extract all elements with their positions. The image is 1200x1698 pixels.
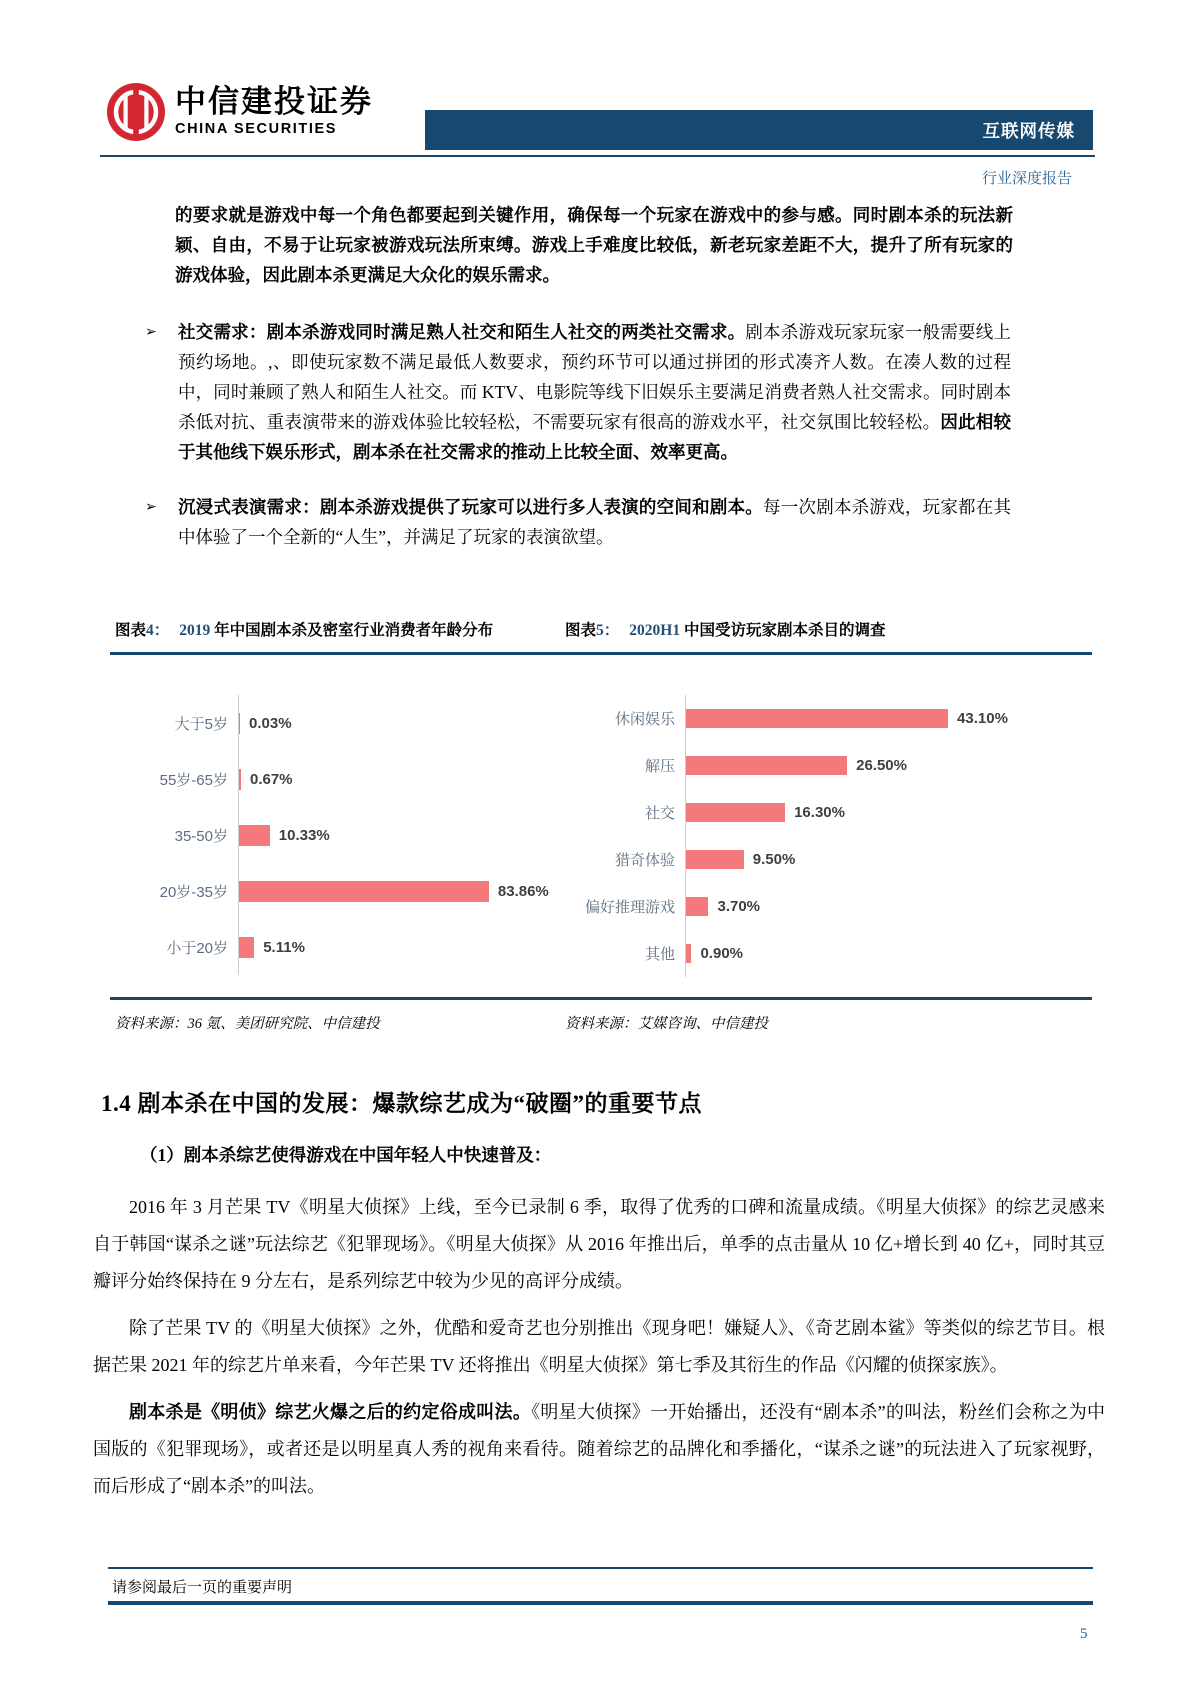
body-paragraph-1 [93,1189,1105,1300]
value-label: 0.90% [700,945,744,962]
source-notes [110,1012,1092,1038]
category-label: 解压 [644,758,675,775]
category-label: 偏好推理游戏 [584,899,675,916]
paragraph-body: 《明星大侦探》一开始播出，还没有“剧本杀”的叫法，粉丝们会称之为中国版的《犯罪现场》，或者还是以明星真人秀的视角来看待。随着综艺的品牌化和季播化，“谋杀之谜”的玩法进入了玩家视野，而后形成了“剧本杀”的叫法。 [93,1402,1105,1496]
company-name-en: CHINA SECURITIES [175,121,338,137]
body-paragraph-3 [93,1394,1105,1505]
chart-age-distribution [110,655,557,989]
source-note-left: 资料来源：36 氪、美团研究院、中信建投 [115,1016,380,1032]
chart-age-distribution-rows [110,655,557,987]
report-type-label: 行业深度报告 [982,171,1073,187]
header-divider [100,155,1095,157]
bar [239,769,241,790]
arrow-bullet-icon: ➢ [145,325,157,340]
figure5-title [565,618,885,640]
category-label: 休闲娱乐 [614,711,675,728]
category-label: 20岁-35岁 [159,883,228,901]
chart-bar-row [557,789,1092,836]
paragraph-lead: 剧本杀是《明侦》综艺火爆之后的约定俗成叫法。 [129,1402,532,1422]
bar [239,881,489,902]
chart-bar-row [110,751,557,807]
bar [686,756,847,775]
arrow-bullet-icon: ➢ [145,500,157,515]
bullet-item-social [145,317,1011,467]
value-label: 10.33% [278,826,330,844]
bar [686,850,744,869]
bar [239,937,254,958]
value-label: 16.30% [794,804,845,821]
bar-area [238,919,557,975]
bar-area [238,751,557,807]
figure4-label: 图表 [115,622,147,639]
category-label: 其他 [644,946,675,963]
figure-block [110,616,1092,1038]
industry-banner: 互联网传媒 [425,110,1093,150]
value-label: 3.70% [717,898,761,915]
source-note-right: 资料来源：艾媒咨询、中信建投 [565,1016,768,1032]
intro-paragraph: 的要求就是游戏中每一个角色都要起到关键作用，确保每一个玩家在游戏中的参与感。同时剧本杀的玩法新颖、自由，不易于让玩家被游戏玩法所束缚。游戏上手难度比较低，新老玩家差距不大，提升了所有玩家的游戏体验，因此剧本杀更满足大众化的娱乐需求。 [175,205,1013,285]
bar-area [685,742,1092,789]
bullet-item-immersive [145,492,1011,552]
figure5-title-text: 中国受访玩家剧本杀目的调查 [680,622,886,639]
figure-bottom-divider [110,997,1092,1000]
figure-titles [110,616,1092,652]
figure4-number: 4： [146,622,170,639]
bar-area [238,807,557,863]
bullet-lead: 社交需求：剧本杀游戏同时满足熟人社交和陌生人社交的两类社交需求。 [178,322,746,342]
category-label: 55岁-65岁 [159,771,228,789]
chart-bar-row [557,836,1092,883]
charts-row [110,655,1092,989]
value-label: 43.10% [957,710,1008,727]
bullet-list [145,317,1011,577]
bar [239,825,270,846]
footer-disclaimer: 请参阅最后一页的重要声明 [112,1580,293,1596]
bar-area [685,836,1092,883]
paragraph-body: 除了芒果 TV 的《明星大侦探》之外，优酷和爱奇艺也分别推出《现身吧！嫌疑人》、《奇艺剧本鲨》等类似的综艺节目。根据芒果 2021 年的综艺片单来看，今年芒果 TV 还将推出《明星大侦探》第七季及其衍生的作品《闪耀的侦探家族》。 [93,1318,1105,1375]
value-label: 9.50% [752,851,796,868]
bar-area [685,883,1092,930]
footer-divider-thick [108,1601,1093,1605]
body-paragraph-2 [93,1310,1105,1384]
chart-purpose-survey [557,655,1092,989]
bar-area [238,695,557,751]
chart-bar-row [557,742,1092,789]
bullet-lead: 沉浸式表演需求：剧本杀游戏提供了玩家可以进行多人表演的空间和剧本。 [178,497,764,517]
chart-bar-row [110,695,557,751]
company-name-cn: 中信建投证券 [175,84,373,119]
section-1-4 [93,1085,1105,1515]
footer-divider-thin [108,1567,1093,1569]
category-label: 小于20岁 [166,939,228,957]
section-heading: 1.4 剧本杀在中国的发展：爆款综艺成为“破圈”的重要节点 [101,1091,702,1116]
figure5-title-period: 2020H1 [629,622,681,639]
figure4-title [115,618,493,640]
company-logo [106,82,373,142]
bar-area [685,930,1092,977]
bar [239,713,240,734]
section-subheading: （1）剧本杀综艺使得游戏在中国年轻人中快速普及： [140,1145,552,1165]
bar-area [685,695,1092,742]
bar-area [238,863,557,919]
page-number: 5 [1080,1626,1088,1642]
bar [686,803,785,822]
category-label: 猎奇体验 [614,852,675,869]
chart-bar-row [110,807,557,863]
value-label: 0.67% [249,770,293,788]
value-label: 0.03% [249,714,292,732]
bullet-body: 每一次剧本杀游戏，玩家都在其中体验了一个全新的“人生”，并满足了玩家的表演欲望。 [178,497,1011,547]
bar-area [685,789,1092,836]
citic-logo-icon [106,82,166,142]
company-name [175,85,373,139]
category-label: 大于5岁 [174,715,228,733]
figure4-title-year: 2019 [179,622,211,639]
figure5-label: 图表 [565,622,597,639]
chart-bar-row [110,919,557,975]
bar [686,897,708,916]
chart-bar-row [557,930,1092,977]
figure5-number: 5： [596,622,620,639]
bar [686,944,691,963]
chart-bar-row [557,883,1092,930]
chart-bar-row [110,863,557,919]
bullet-body: 剧本杀游戏玩家玩家一般需要线上预约场地。,、即使玩家数不满足最低人数要求，预约环节可以通过拼团的形式凑齐人数。在凑人数的过程中，同时兼顾了熟人和陌生人社交。而 KTV、电影院等线下旧娱乐主要满足消费者熟人社交需求。同时剧本杀低对抗、重表演带来的游戏体验比较轻松，不需要玩家有很高的游戏水平，社交氛围比较轻松。 [178,322,1012,432]
bar [686,709,948,728]
category-label: 35-50岁 [174,827,228,845]
bullet-tail: 因此相较于其他线下娱乐形式，剧本杀在社交需求的推动上比较全面、效率更高。 [178,412,1011,462]
chart-bar-row [557,695,1092,742]
chart-purpose-survey-rows [557,655,1092,989]
value-label: 83.86% [497,882,549,900]
value-label: 26.50% [856,757,907,774]
figure4-title-text: 年中国剧本杀及密室行业消费者年龄分布 [210,622,494,639]
value-label: 5.11% [263,938,305,956]
category-label: 社交 [644,805,675,822]
paragraph-body: 2016 年 3 月芒果 TV《明星大侦探》上线，至今已录制 6 季，取得了优秀的口碑和流量成绩。《明星大侦探》的综艺灵感来自于韩国“谋杀之谜”玩法综艺《犯罪现场》。《明星大侦探》从 2016 年推出后，单季的点击量从 10 亿+增长到 40 亿+，同时其豆瓣评分始终保持在 9 分左右，是系列综艺中较为少见的高评分成绩。 [93,1197,1105,1291]
